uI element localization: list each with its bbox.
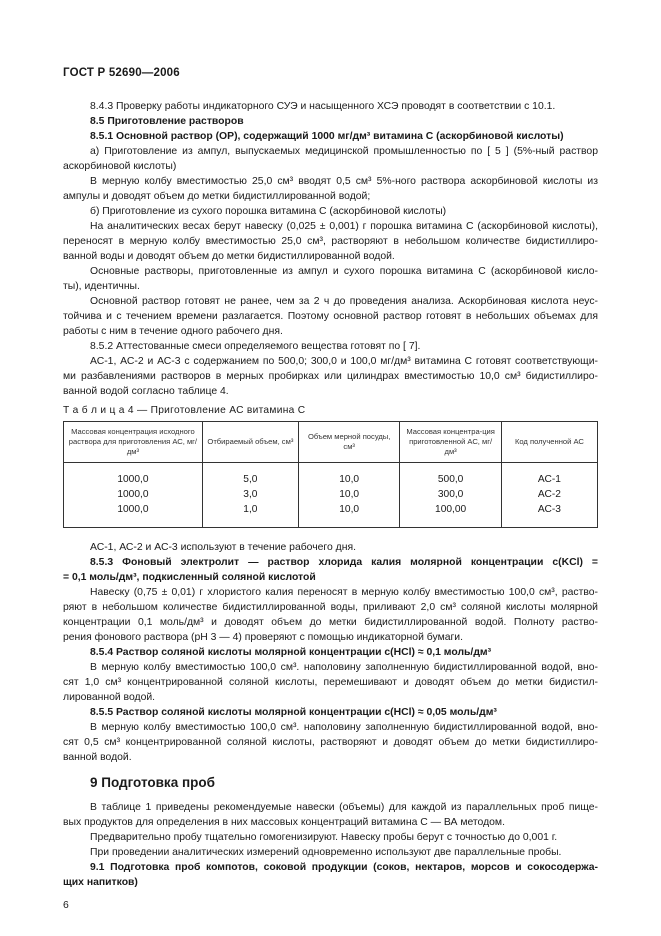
subsection-heading: = 0,1 моль/дм³, подкисленный соляной кислотой [63, 572, 316, 583]
table-cell: АС-2 [501, 487, 597, 502]
subsection-heading: 8.5.1 Основной раствор (ОР), содержащий 1000 мг/дм³ витамина С (аскорбиновой кислоты) [90, 131, 564, 142]
paragraph-line: вых продуктов для определения в них массовых концентраций витамина С — ВА методом. [63, 817, 505, 828]
paragraph-line: 8.5.2 Аттестованные смеси определяемого вещества готовят по [ 7]. [90, 341, 421, 352]
table-cell: 10,0 [298, 472, 399, 487]
paragraph-line: Предварительно пробу тщательно гомогенизируют. Навеску пробы берут с точностью до 0,001 г. [90, 832, 558, 843]
table-cell: 1000,0 [64, 472, 203, 487]
paragraph-line: сят 1,0 см³ концентрированной соляной кислоты, перемешивают и доводят объем до метки бидистил- [63, 677, 598, 688]
table-cell: 1000,0 [64, 487, 203, 502]
table-header-cell: Объем мерной посуды, см³ [298, 422, 399, 463]
table-4 [63, 421, 598, 528]
subsection-heading: 8.5.3 Фоновый электролит — раствор хлорида калия молярной концентрации c(KCl) = [90, 557, 598, 568]
table-cell: 5,0 [202, 472, 298, 487]
paragraph-line: В мерную колбу вместимостью 100,0 см³. наполовину заполненную бидистиллированной водой, вно- [90, 722, 598, 733]
paragraph-line: ванной воды и доводят объем до метки бидистиллированной водой. [63, 251, 395, 262]
table-cell: 10,0 [298, 487, 399, 502]
paragraph-line: При проведении аналитических измерений одновременно используют две параллельные пробы. [90, 847, 562, 858]
paragraph-line: Навеску (0,75 ± 0,01) г хлористого калия переносят в мерную колбу вместимостью 100,0 см³, раство- [90, 587, 598, 598]
paragraph-line: ванной водой. [63, 752, 132, 763]
table-cell: 500,0 [400, 472, 501, 487]
paragraph-line: лированной водой. [63, 692, 156, 703]
paragraph-line: АС-1, АС-2 и АС-3 используют в течение рабочего дня. [90, 542, 356, 553]
paragraph-line: концентрации 0,1 моль/дм³ и доводят объем до метки бидистиллированной водой. Полноту раство- [63, 617, 598, 628]
paragraph-line: сят 0,5 см³ концентрированной соляной кислоты, растворяют и доводят объем до метки бидистиллиро- [63, 737, 598, 748]
table-header-cell: Массовая концентрация исходного раствора для приготовления АС, мг/дм³ [64, 422, 203, 463]
paragraph-line: б) Приготовление из сухого порошка витамина С (аскорбиновой кислоты) [90, 206, 447, 217]
paragraph-line: ампулы и доводят объем до метки бидистиллированной водой; [63, 191, 371, 202]
paragraph-line: работы с ним в течение одного рабочего дня. [63, 326, 283, 337]
paragraph-line: На аналитических весах берут навеску (0,025 ± 0,001) г порошка витамина С (аскорбиновой кислоты), [90, 221, 598, 232]
paragraph-line: В таблице 1 приведены рекомендуемые навески (объемы) для каждой из параллельных проб пище- [90, 802, 598, 813]
table-cell: АС-1 [501, 472, 597, 487]
table-cell: АС-3 [501, 502, 597, 517]
table-cell: 1,0 [202, 502, 298, 517]
paragraph-line: ми разбавлениями растворов в мерных пробирках или цилиндрах вместимостью 10,0 см³ бидистиллиро- [63, 371, 598, 382]
subsection-heading: 8.5 Приготовление растворов [90, 116, 244, 127]
paragraph-line: ты), идентичны. [63, 281, 140, 292]
paragraph-line: аскорбиновой кислоты) [63, 161, 177, 172]
table-cell: 1000,0 [64, 502, 203, 517]
table-header-cell: Код полученной АС [501, 422, 597, 463]
paragraph-line: переносят в мерную колбу вместимостью 25,0 см³, растворяют в небольшом количестве бидистиллиро- [63, 236, 598, 247]
page-number: 6 [63, 900, 69, 911]
table-header-row [64, 422, 598, 463]
paragraph-line: АС-1, АС-2 и АС-3 с содержанием по 500,0; 300,0 и 100,0 мг/дм³ витамина С готовят соответствующи- [90, 356, 598, 367]
paragraph-line: Основные растворы, приготовленные из ампул и сухого порошка витамина С (аскорбиновой кисло- [90, 266, 598, 277]
paragraph-line: тойчива и с течением времени разлагается. Поэтому основной раствор готовят в небольших объемах для [63, 311, 598, 322]
table-caption: Т а б л и ц а 4 — Приготовление АС витамина С [63, 405, 306, 416]
subsection-heading: щих напитков) [63, 877, 138, 888]
table-cell: 10,0 [298, 502, 399, 517]
subsection-heading: 8.5.5 Раствор соляной кислоты молярной концентрации c(HCl) ≈ 0,05 моль/дм³ [90, 707, 497, 718]
document-header: ГОСТ Р 52690—2006 [63, 67, 180, 79]
subsection-heading: 9.1 Подготовка проб компотов, соковой продукции (соков, нектаров, морсов и сокосодержа- [90, 862, 598, 873]
paragraph-line: В мерную колбу вместимостью 100,0 см³. наполовину заполненную бидистиллированной водой, вно- [90, 662, 598, 673]
table-cell: 100,00 [400, 502, 501, 517]
paragraph-line: а) Приготовление из ампул, выпускаемых медицинской промышленностью по [ 5 ] (5%-ный раствор [90, 146, 598, 157]
table-cell: 300,0 [400, 487, 501, 502]
table-row [64, 502, 598, 517]
table-row [64, 487, 598, 502]
subsection-heading: 8.5.4 Раствор соляной кислоты молярной концентрации c(HCl) ≈ 0,1 моль/дм³ [90, 647, 492, 658]
table-cell: 3,0 [202, 487, 298, 502]
paragraph-line: ванной водой согласно таблице 4. [63, 386, 229, 397]
paragraph-line: Основной раствор готовят не ранее, чем за 2 ч до проведения анализа. Аскорбиновая кислота неус- [90, 296, 598, 307]
paragraph-line: рения фонового раствора (рН 3 — 4) проверяют с помощью индикаторной бумаги. [63, 632, 463, 643]
table-header-cell: Отбираемый объем, см³ [202, 422, 298, 463]
paragraph-line: В мерную колбу вместимостью 25,0 см³ вводят 0,5 см³ 5%-ного раствора аскорбиновой кислоты из [90, 176, 598, 187]
table-row [64, 472, 598, 487]
table-header-cell: Массовая концентра-ция приготовленной АС, мг/дм³ [400, 422, 501, 463]
paragraph-line: 8.4.3 Проверку работы индикаторного СУЭ и насыщенного ХСЭ проводят в соответствии с 10.1. [90, 101, 556, 112]
section-heading: 9 Подготовка проб [90, 775, 215, 790]
paragraph-line: ряют в небольшом количестве бидистиллированной воды, приливают 2,0 см³ соляной кислоты молярной [63, 602, 598, 613]
